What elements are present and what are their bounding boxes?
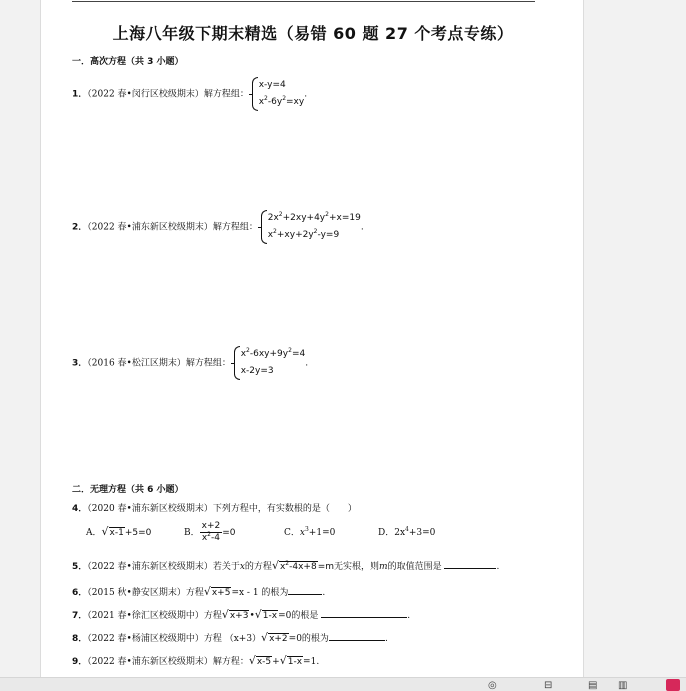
- answer-blank: [444, 568, 496, 569]
- equation-system: [261, 210, 361, 244]
- brace-icon: [261, 210, 267, 244]
- equation: $x^2+xy+2y^2-y=9$: [267, 228, 340, 240]
- question-number: 4．: [72, 504, 88, 514]
- eye-protection-icon[interactable]: ◎: [488, 680, 497, 691]
- question-text: （2022 春•浦东新区校级期末）若关于: [87, 562, 240, 572]
- question-number: 5．: [72, 562, 88, 572]
- equation: $x^2-6xy+9y^2=4$: [240, 347, 306, 359]
- question-number: 9．: [72, 657, 88, 667]
- equation: x-2y=3: [240, 366, 274, 376]
- equation-system: [234, 346, 306, 380]
- section-heading-1: 一．高次方程（共 3 小题）: [72, 57, 184, 67]
- option-a: A．√x-1+5=0: [86, 525, 152, 538]
- question-1: 1．（2022 春•闵行区校级期末）解方程组： x-y=4 $x^2-6y^2=xy$ .: [72, 77, 307, 111]
- page-view-icon[interactable]: ▤: [588, 680, 598, 691]
- header-rule: [72, 1, 535, 2]
- question-4-options: [86, 521, 435, 544]
- equation: $x^2-6y^2=xy$: [258, 95, 305, 107]
- option-d: D．$2x^4+3=0$: [378, 526, 436, 538]
- question-text: （2021 春•徐汇区校级期中）方程: [87, 611, 222, 621]
- question-number: 3．: [72, 358, 88, 369]
- option-b: B． $\frac{x+2}{x^2-4}$ =0: [184, 521, 236, 543]
- question-text: （2022 春•浦东新区校级期末）解方程：: [87, 657, 249, 667]
- equation-system: [252, 77, 305, 111]
- equation: x-y=4: [258, 80, 286, 90]
- question-6: 6．（2015 秋•静安区期末）方程√x+5=x - 1 的根为 .: [72, 585, 326, 598]
- record-icon[interactable]: [666, 679, 680, 691]
- question-number: 6．: [72, 588, 88, 598]
- question-text: （2022 春•浦东新区校级期末）解方程组：: [87, 222, 258, 233]
- page-title: 上海八年级下期末精选（易错 60 题 27 个考点专练）: [112, 24, 514, 43]
- layout-icon[interactable]: ⊟: [544, 680, 553, 691]
- question-4: [72, 503, 357, 515]
- question-number: 2．: [72, 222, 88, 233]
- question-8: 8．（2022 春•杨浦区校级期中）方程 （x+3）√x+2=0的根为 .: [72, 631, 388, 644]
- question-text: （2015 秋•静安区期末）方程: [87, 588, 204, 598]
- question-number: 8．: [72, 634, 88, 644]
- document-page: [40, 0, 584, 691]
- brace-icon: [234, 346, 240, 380]
- equation: $2x^2+2xy+4y^2+x=19$: [267, 211, 361, 223]
- option-c: C．$x^3+1=0$: [284, 526, 336, 538]
- answer-blank: [288, 594, 322, 595]
- columns-view-icon[interactable]: ▥: [618, 680, 628, 691]
- question-text: （2016 春•松江区期末）解方程组：: [87, 358, 231, 369]
- question-7: 7．（2021 春•徐汇区校级期中）方程√x+3•√1-x=0的根是 .: [72, 608, 411, 621]
- question-5: 5．（2022 春•浦东新区校级期末）若关于x的方程$√x^2-4x+8=m$无实根，则m的取值范围是 .: [72, 559, 500, 572]
- question-number: 1．: [72, 89, 88, 100]
- question-text: （2022 春•杨浦区校级期中）方程 （x+3）: [87, 634, 262, 644]
- section-heading-2: 二．无理方程（共 6 小题）: [72, 485, 184, 495]
- question-2: 2．（2022 春•浦东新区校级期末）解方程组： $2x^2+2xy+4y^2+x=19$ $x^2+xy+2y^2-y=9$ .: [72, 210, 364, 244]
- answer-blank: [329, 640, 385, 641]
- status-bar: [0, 677, 686, 691]
- answer-blank: [321, 617, 407, 618]
- question-number: 7．: [72, 611, 88, 621]
- question-9: 9．（2022 春•浦东新区校级期末）解方程：√x-5+√1-x=1.: [72, 654, 320, 667]
- question-text: （2022 春•闵行区校级期末）解方程组：: [87, 89, 249, 100]
- question-text: （2020 春•浦东新区校级期末）下列方程中，有实数根的是（ ）: [87, 504, 357, 514]
- brace-icon: [252, 77, 258, 111]
- question-3: 3．（2016 春•松江区期末）解方程组： $x^2-6xy+9y^2=4$ x-2y=3 .: [72, 346, 308, 380]
